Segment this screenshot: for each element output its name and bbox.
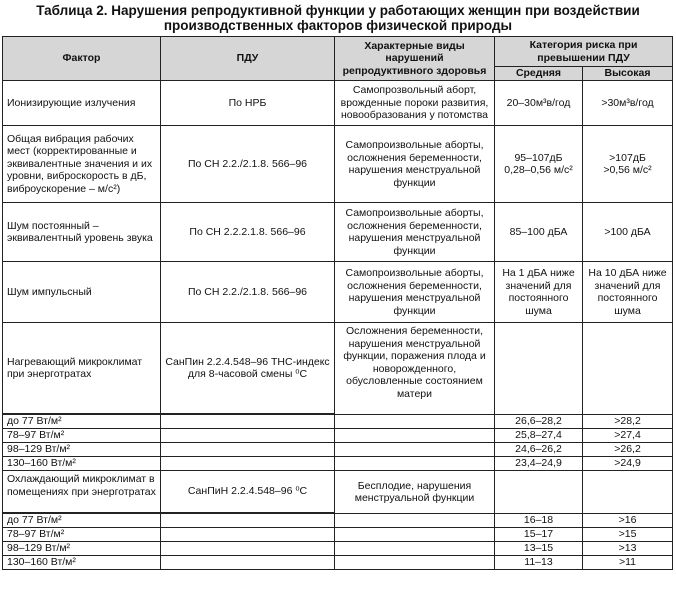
pdu-cell: По СН 2.2./2.1.8. 566–96 [161,126,335,203]
table-row [3,323,673,414]
medium-risk-cell: На 1 дБА ниже значений для постоянного шума [495,262,583,323]
medium-risk-cell: 20–30м³в/год [495,81,583,126]
high-risk-cell: >28,2 [583,415,673,429]
disorders-cell: Осложнения беременности, нарушения менструальной функции, поражения плода и новорожденного, обусловленные состоянием матери [335,323,495,415]
energy-level-cell: 130–160 Вт/м² [3,457,161,471]
high-risk-db: >107дБ [609,151,646,164]
disorders-cell: Самопроизвольные аборты, осложнения беременности, нарушения менструальной функции [335,262,495,323]
factor-cell: Охлаждающий микроклимат в помещениях при энерготратах [3,471,161,513]
high-risk-cell: >13 [583,542,673,556]
factor-cell: Шум постоянный – эквивалентный уровень звука [3,203,161,262]
medium-risk-cell: 25,8–27,4 [495,429,583,443]
medium-risk-db: 95–107дБ [514,151,563,164]
medium-risk-cell [495,323,583,415]
energy-level-cell: 130–160 Вт/м² [3,556,161,570]
medium-risk-cell: 11–13 [495,556,583,570]
medium-risk-cell [495,471,583,514]
medium-risk-acceleration: 0,28–0,56 м/с² [504,164,573,176]
factor-cell: Шум импульсный [3,262,161,323]
medium-risk-cell: 85–100 дБА [495,203,583,262]
high-risk-cell: >15 [583,528,673,542]
medium-risk-cell: 24,6–26,2 [495,443,583,457]
medium-risk-cell: 16–18 [495,514,583,528]
header-factor: Фактор [3,37,161,81]
table-title [0,3,676,33]
factor-cell: Нагревающий микроклимат при энерготратах [3,323,161,414]
header-disorders: Характерные виды нарушений репродуктивного здоровья [335,37,495,81]
disorders-cell: Самопроизвольные аборты, осложнения беременности, нарушения менструальной функции [335,126,495,203]
table-row [3,514,673,528]
energy-level-cell: 78–97 Вт/м² [3,528,161,542]
table-row [3,203,673,262]
energy-level-cell: 98–129 Вт/м² [3,443,161,457]
header-high: Высокая [583,67,673,81]
medium-risk-cell: 13–15 [495,542,583,556]
disorders-cell: Самопрозвольный аборт, врожденные пороки развития, новообразования у потомства [335,81,495,126]
table-title-line1: Таблица 2. Нарушения репродуктивной функции у работающих женщин при воздействии [36,3,640,18]
disorders-cell: Самопроизвольные аборты, осложнения беременности, нарушения менструальной функции [335,203,495,262]
high-risk-cell: >16 [583,514,673,528]
table-title-line2: производственных факторов физической природы [163,18,513,33]
energy-level-cell: до 77 Вт/м² [3,514,161,528]
high-risk-cell: На 10 дБА ниже значений для постоянного шума [583,262,673,323]
high-risk-acceleration: >0,56 м/с² [603,164,652,176]
table-row [3,556,673,570]
header-pdu: ПДУ [161,37,335,81]
pdu-cell: По НРБ [161,81,335,126]
table-row [3,471,673,513]
table-row [3,415,673,429]
risk-table [2,36,673,570]
high-risk-cell: >26,2 [583,443,673,457]
table-row [3,81,673,126]
energy-level-cell: до 77 Вт/м² [3,415,161,429]
high-risk-cell [583,323,673,415]
medium-risk-cell: 23,4–24,9 [495,457,583,471]
factor-cell: Ионизирующие излучения [3,81,161,126]
high-risk-cell [583,471,673,514]
table-row [3,457,673,471]
pdu-cell: По СН 2.2./2.1.8. 566–96 [161,262,335,323]
header-medium: Средняя [495,67,583,81]
high-risk-cell: >27,4 [583,429,673,443]
table-row [3,262,673,323]
high-risk-cell [583,126,673,203]
high-risk-cell: >100 дБА [583,203,673,262]
pdu-cell: СанПин 2.2.4.548–96 ТНС-индекс для 8-часовой смены ⁰С [161,323,335,414]
medium-risk-cell: 15–17 [495,528,583,542]
table-row [3,542,673,556]
high-risk-cell: >24,9 [583,457,673,471]
high-risk-cell: >30м³в/год [583,81,673,126]
table-row [3,528,673,542]
medium-risk-cell [495,126,583,203]
table-row [3,443,673,457]
header-row [3,37,673,67]
pdu-cell: СанПиН 2.2.4.548–96 ⁰С [161,471,335,513]
pdu-cell: По СН 2.2.2.1.8. 566–96 [161,203,335,262]
header-risk: Категория риска при превышении ПДУ [495,37,673,67]
medium-risk-cell: 26,6–28,2 [495,415,583,429]
energy-level-cell: 98–129 Вт/м² [3,542,161,556]
factor-cell: Общая вибрация рабочих мест (корректированные и эквивалентные значения и их уровни, виброскорость в дБ, виброускорение – м/с²) [3,126,161,203]
energy-level-cell: 78–97 Вт/м² [3,429,161,443]
table-row [3,126,673,203]
high-risk-cell: >11 [583,556,673,570]
table-row [3,429,673,443]
disorders-cell: Бесплодие, нарушения менструальной функции [335,471,495,514]
